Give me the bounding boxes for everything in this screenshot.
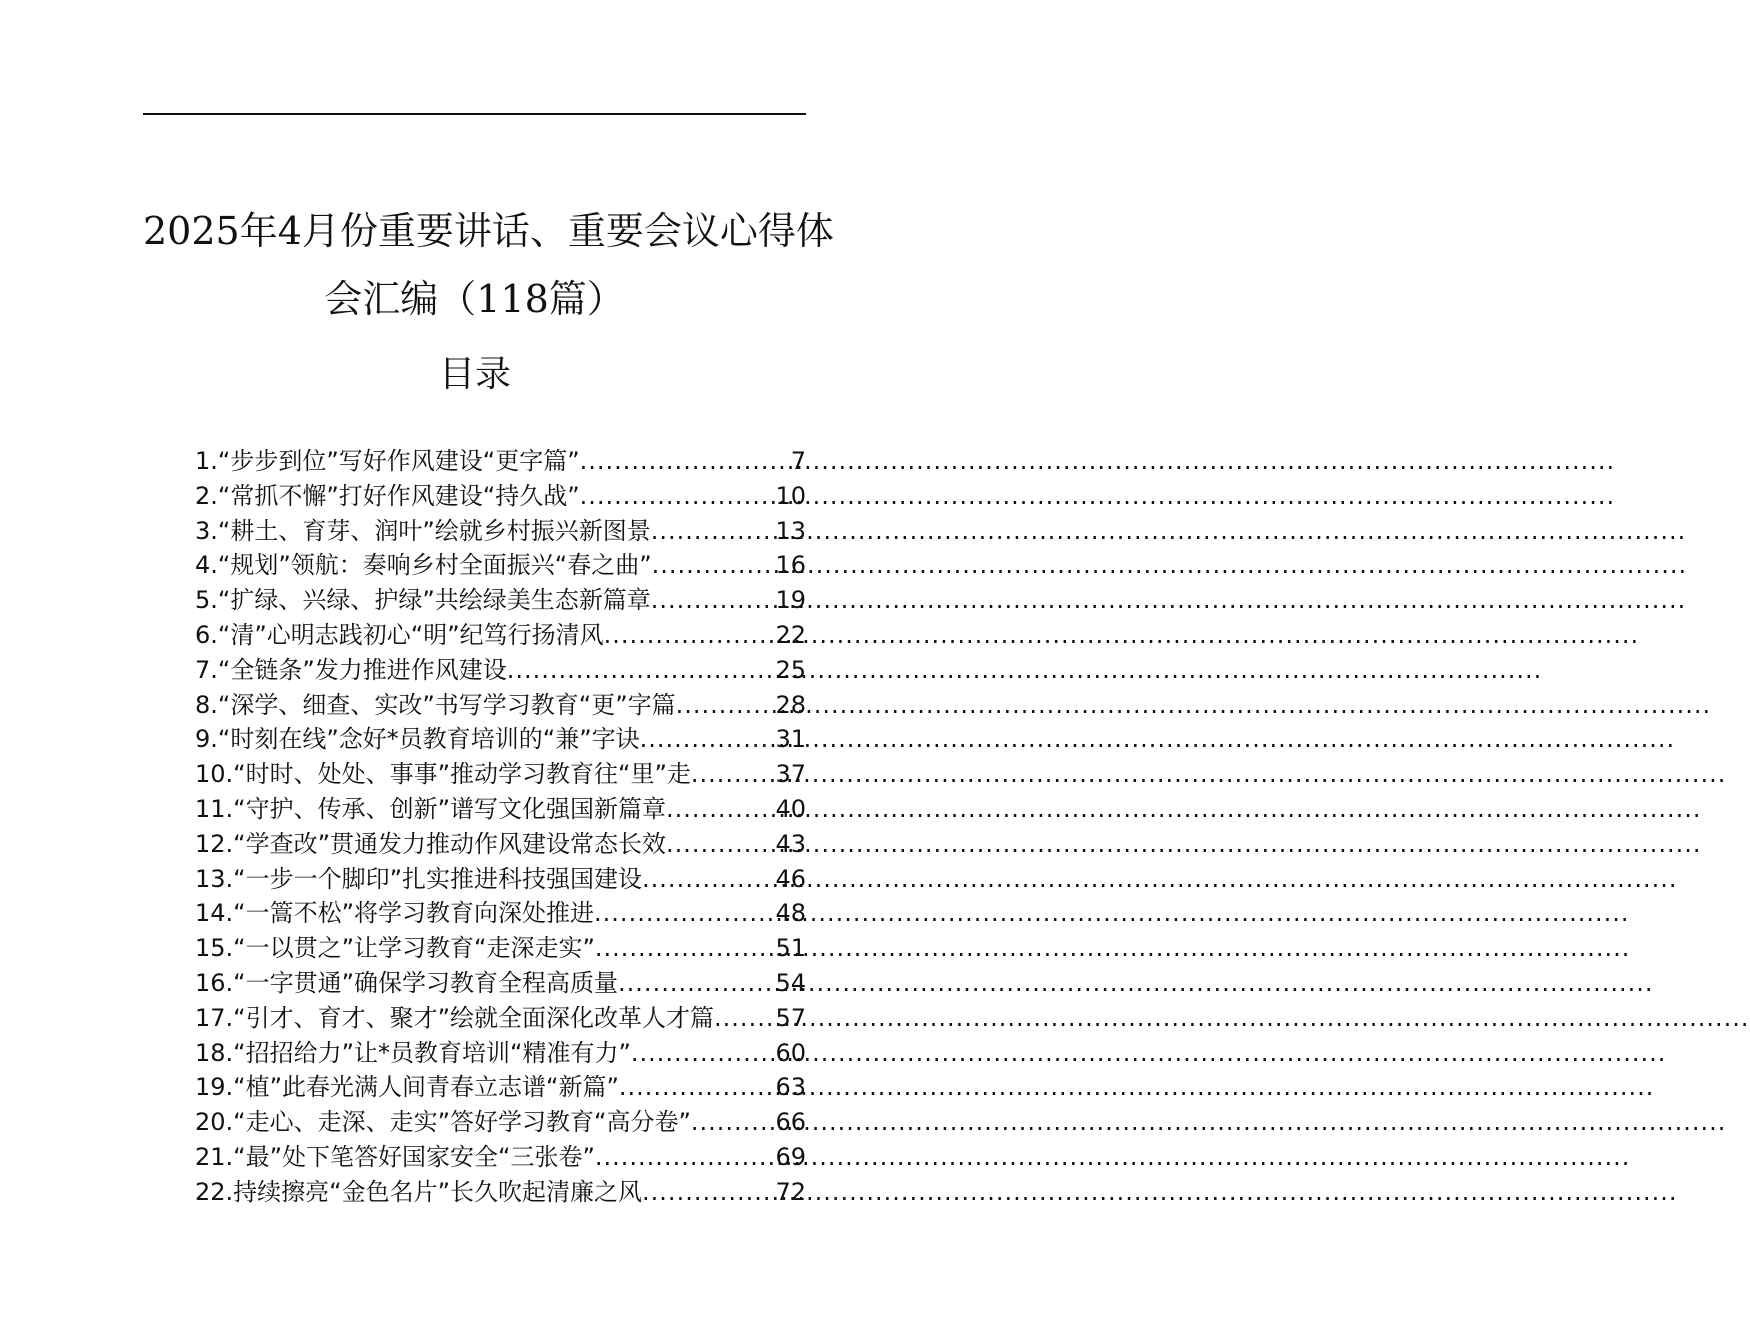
toc-entry[interactable] [195,931,806,966]
document-title-line-2: 会汇编（118篇） [324,277,625,322]
toc-dot-leader [604,618,776,653]
toc-entry[interactable] [195,1175,806,1210]
toc-dot-leader [594,896,775,931]
toc-entry-page: 19 [775,586,806,615]
toc-entry-title: 7.“全链条”发力推进作风建设 [195,655,507,684]
toc-entry-page: 40 [775,794,806,823]
toc-entry-title: 3.“耕土、育芽、润叶”绘就乡村振兴新图景 [195,516,651,545]
toc-entry-page: 43 [775,829,806,858]
toc-dot-leader [640,722,776,757]
toc-entry-page: 7 [790,447,806,475]
toc-entry[interactable] [195,548,806,583]
toc-entry-title: 16.“一字贯通”确保学习教育全程高质量 [195,968,619,997]
toc-entry-page: 28 [775,690,806,719]
toc-entry-page: 54 [775,968,806,997]
toc-entry-title: 22.持续擦亮“金色名片”长久吹起清廉之风 [195,1177,643,1206]
toc-entry-page: 13 [775,516,806,545]
toc-entry-page: 63 [775,1073,806,1102]
toc-entry[interactable] [195,618,806,653]
toc-entry-page: 31 [775,725,806,754]
toc-entry[interactable] [195,444,806,479]
toc-entry-title: 14.“一篙不松”将学习教育向深处推进 [195,899,595,928]
toc-entry[interactable] [195,1140,806,1175]
toc-dot-leader [580,444,791,479]
toc-entry-title: 2.“常抓不懈”打好作风建设“持久战” [195,481,580,510]
toc-dot-leader [651,583,776,618]
toc-entry-title: 10.“时时、处处、事事”推动学习教育往“里”走 [195,760,691,789]
toc-dot-leader [666,827,775,862]
toc-entry[interactable] [195,1036,806,1071]
toc-dot-leader [642,862,775,897]
toc-entry-title: 5.“扩绿、兴绿、护绿”共绘绿美生态新篇章 [195,586,651,615]
toc-entry-page: 22 [775,620,806,649]
toc-entry[interactable] [195,722,806,757]
toc-entry[interactable] [195,862,806,897]
toc-entry-title: 9.“时刻在线”念好*员教育培训的“兼”字诀 [195,725,640,754]
toc-dot-leader [691,1105,776,1140]
toc-entry[interactable] [195,688,806,723]
toc-entry[interactable] [195,1070,806,1105]
toc-entry[interactable] [195,896,806,931]
toc-entry-title: 20.“走心、走深、走实”答好学习教育“高分卷” [195,1108,691,1137]
toc-dot-leader [631,1036,776,1071]
toc-entry-page: 57 [775,1003,806,1032]
toc-entry-page: 66 [775,1108,806,1137]
toc-dot-leader [691,757,776,792]
toc-dot-leader [651,514,776,549]
toc-entry-title: 21.“最”处下笔答好国家安全“三张卷” [195,1142,595,1171]
toc-dot-leader [595,931,776,966]
toc-dot-leader [714,1001,775,1036]
toc-entry[interactable] [195,1001,806,1036]
toc-entry-title: 6.“清”心明志践初心“明”纪笃行扬清风 [195,620,604,649]
toc-dot-leader [642,1175,775,1210]
toc-entry-page: 25 [775,655,806,684]
toc-entry-title: 19.“植”此春光满人间青春立志谱“新篇” [195,1073,619,1102]
toc-dot-leader [676,688,776,723]
toc-entry-title: 12.“学查改”贯通发力推动作风建设常态长效 [195,829,667,858]
document-title-line-1: 2025年4月份重要讲话、重要会议心得体 [143,209,834,254]
header-rule [143,113,806,115]
toc-entry-title: 11.“守护、传承、创新”谱写文化强国新篇章 [195,794,667,823]
toc-entry-page: 46 [775,864,806,893]
toc-dot-leader [595,1140,776,1175]
toc-entry[interactable] [195,514,806,549]
toc-dot-leader [666,792,775,827]
toc-entry-title: 4.“规划”领航：奏响乡村全面振兴“春之曲” [195,551,652,580]
toc-entry[interactable] [195,827,806,862]
toc-entry[interactable] [195,653,806,688]
toc-entry-page: 69 [775,1142,806,1171]
toc-entry-page: 51 [775,934,806,963]
toc-entry-page: 37 [775,760,806,789]
toc-dot-leader [652,548,776,583]
toc-dot-leader [580,479,776,514]
toc-entry-title: 8.“深学、细查、实改”书写学习教育“更”字篇 [195,690,676,719]
toc-dot-leader [619,1070,776,1105]
toc-dot-leader [618,966,775,1001]
toc-entry-page: 60 [775,1038,806,1067]
toc-entry-title: 15.“一以贯之”让学习教育“走深走实” [195,934,595,963]
toc-entry[interactable] [195,583,806,618]
table-of-contents [195,444,806,1210]
document-title [143,197,834,333]
toc-entry-page: 10 [775,481,806,510]
toc-entry-page: 48 [775,899,806,928]
toc-heading: 目录 [438,354,511,395]
toc-entry-title: 17.“引才、育才、聚才”绘就全面深化改革人才篇 [195,1003,715,1032]
toc-entry-title: 18.“招招给力”让*员教育培训“精准有力” [195,1038,631,1067]
toc-entry[interactable] [195,479,806,514]
toc-entry[interactable] [195,1105,806,1140]
toc-entry-page: 16 [775,551,806,580]
toc-entry[interactable] [195,757,806,792]
toc-entry[interactable] [195,966,806,1001]
toc-dot-leader [507,653,776,688]
toc-entry-title: 1.“步步到位”写好作风建设“更字篇” [195,447,580,475]
toc-entry-title: 13.“一步一个脚印”扎实推进科技强国建设 [195,864,643,893]
toc-entry-page: 72 [775,1177,806,1206]
toc-entry[interactable] [195,792,806,827]
